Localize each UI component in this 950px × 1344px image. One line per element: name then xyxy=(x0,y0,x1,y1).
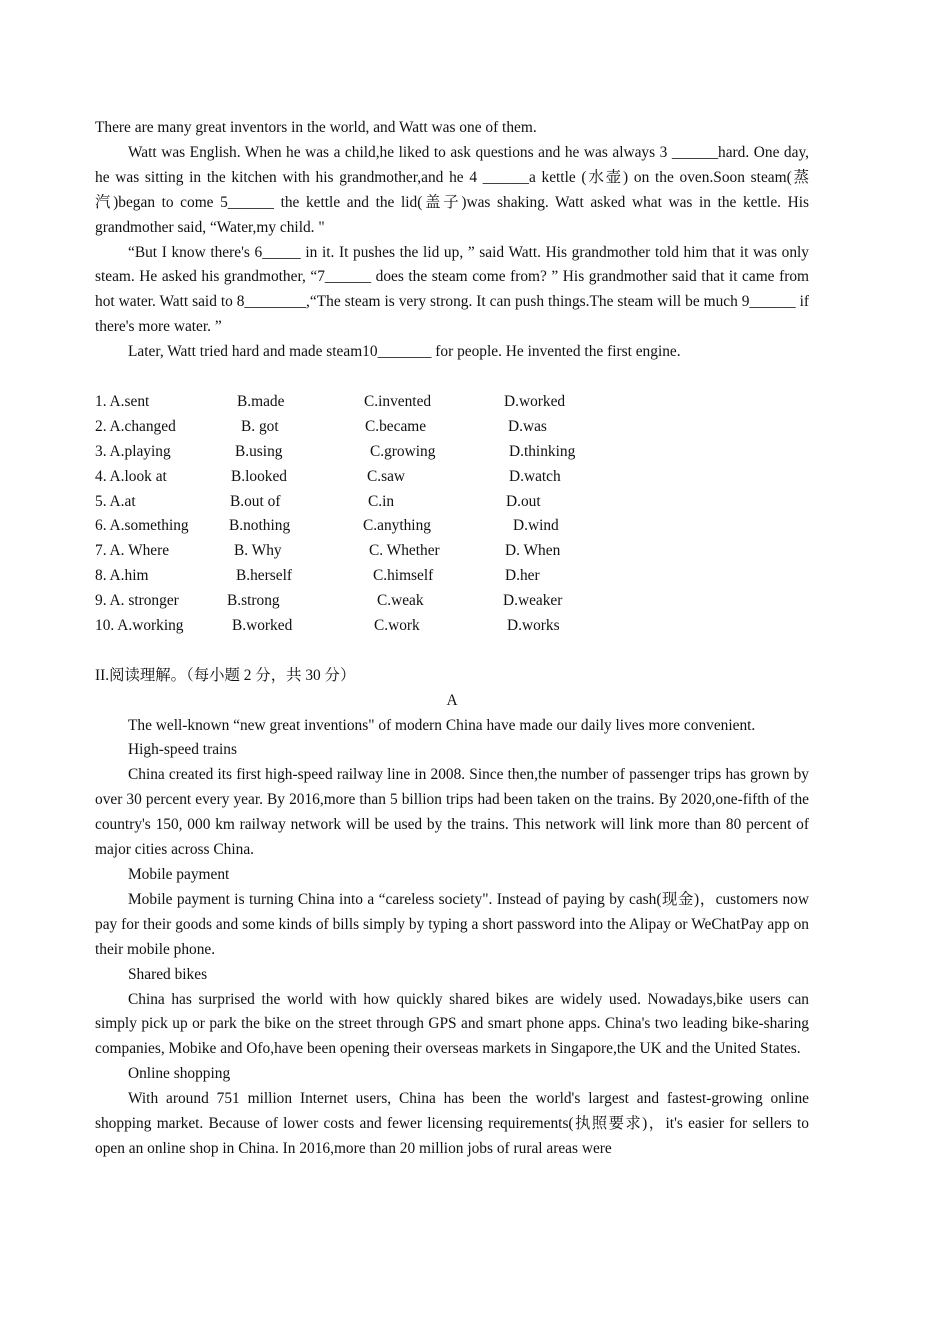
option-d: D.out xyxy=(506,492,541,510)
option-d: D.works xyxy=(507,616,560,634)
option-a: 3. A.playing xyxy=(95,442,171,460)
option-b: B. got xyxy=(241,417,279,435)
option-a: 10. A.working xyxy=(95,616,184,634)
option-d: D.her xyxy=(505,567,540,585)
option-a: 4. A.look at xyxy=(95,467,167,485)
option-c: C.growing xyxy=(370,442,436,460)
option-c: C.anything xyxy=(363,517,431,535)
option-b: B.out of xyxy=(230,492,281,510)
option-d: D.was xyxy=(508,417,547,435)
reading-intro: The well-known “new great inventions" of modern China have made our daily lives more convenient. xyxy=(128,716,756,734)
option-c: C.work xyxy=(374,616,420,634)
section-heading-trains: High-speed trains xyxy=(128,741,237,759)
option-row-6 xyxy=(95,514,809,539)
option-row-2 xyxy=(95,415,809,440)
cloze-paragraph-1: Watt was English. When he was a child,he liked to ask questions and he was always 3 ______hard. One day, he was sitting in the kitchen with his grandmother,and he 4 ______a kettle (水壶) on the oven.Soon steam(蒸汽)began to come 5______ the kettle and the lid(盖子)was shaking. Watt asked what was in the kettle. His grandmother said, “Water,my child. " xyxy=(95,143,809,236)
option-d: D.wind xyxy=(513,517,559,535)
option-b: B.looked xyxy=(231,467,288,485)
section-heading-shopping: Online shopping xyxy=(128,1065,231,1083)
option-row-10 xyxy=(95,614,809,639)
option-row-9 xyxy=(95,589,809,614)
option-c: C.saw xyxy=(367,467,406,485)
option-b: B. Why xyxy=(234,542,282,560)
option-a: 5. A.at xyxy=(95,492,136,510)
option-b: B.strong xyxy=(227,592,280,610)
option-a: 6. A.something xyxy=(95,517,189,535)
option-row-7 xyxy=(95,539,809,564)
option-d: D.thinking xyxy=(509,442,576,460)
section-text-bikes: China has surprised the world with how quickly shared bikes are widely used. Nowadays,bike users can simply pick up or park the bike on the street through GPS and smart phone apps. China's two leading bike-sharing companies, Mobike and Ofo,have been opening their overseas markets in Singapore,the UK and the United States. xyxy=(95,990,809,1058)
passage-label: A xyxy=(446,691,458,709)
option-b: B.nothing xyxy=(229,517,291,535)
option-b: B.herself xyxy=(236,567,292,585)
option-b: B.worked xyxy=(232,616,293,634)
option-c: C.weak xyxy=(377,592,424,610)
option-d: D. When xyxy=(505,542,561,560)
option-c: C.became xyxy=(365,417,427,435)
option-row-5 xyxy=(95,490,809,515)
option-a: 8. A.him xyxy=(95,567,149,585)
option-row-1 xyxy=(95,390,809,415)
option-row-4 xyxy=(95,465,809,490)
option-a: 9. A. stronger xyxy=(95,592,179,610)
cloze-intro: There are many great inventors in the world, and Watt was one of them. xyxy=(95,119,537,136)
option-a: 2. A.changed xyxy=(95,417,176,435)
section-heading-payment: Mobile payment xyxy=(128,866,230,883)
section-text-payment: Mobile payment is turning China into a “careless society". Instead of paying by cash(现金)，customers now pay for their goods and some kinds of bills simply by typing a short password into the Alipay or WeChatPay app on their mobile phone. xyxy=(95,890,809,958)
option-c: C.invented xyxy=(364,392,432,410)
section-text-trains: China created its first high-speed railway line in 2008. Since then,the number of passenger trips has grown by over 30 percent every year. By 2016,more than 5 billion trips had been taken on the trains. By 2020,one-fifth of the country's 150, 000 km railway network will be used by the trains. This network will link more than 80 percent of major cities across China. xyxy=(95,766,809,859)
option-b: B.using xyxy=(235,442,283,460)
cloze-paragraph-3: Later, Watt tried hard and made steam10_______ for people. He invented the first engine. xyxy=(128,343,681,361)
option-c: C.in xyxy=(368,492,395,510)
option-a: 1. A.sent xyxy=(95,392,150,410)
option-d: D.weaker xyxy=(503,592,563,610)
section-text-shopping: With around 751 million Internet users, China has been the world's largest and fastest-growing online shopping market. Because of lower costs and fewer licensing requirements(执照要求)，it's easier for sellers to open an online shop in China. In 2016,more than 20 million jobs of rural areas were xyxy=(95,1090,809,1157)
reading-section-title: II.阅读理解。（每小题 2 分，共 30 分） xyxy=(95,666,356,684)
option-row-8 xyxy=(95,564,809,589)
document-page xyxy=(95,116,809,1162)
option-c: C. Whether xyxy=(369,542,440,560)
option-b: B.made xyxy=(237,392,285,410)
section-heading-bikes: Shared bikes xyxy=(128,965,208,983)
option-c: C.himself xyxy=(373,567,434,585)
cloze-paragraph-2: “But I know there's 6_____ in it. It pushes the lid up, ” said Watt. His grandmother told him that it was only steam. He asked his grandmother, “7______ does the steam come from? ” His grandmother said that it came from hot water. Watt said to 8________,“The steam is very strong. It can push things.The steam will be much 9______ if there's more water. ” xyxy=(95,243,809,336)
spacer xyxy=(95,639,809,664)
option-row-3 xyxy=(95,440,809,465)
option-a: 7. A. Where xyxy=(95,542,170,560)
spacer xyxy=(95,365,809,390)
cloze-options-list xyxy=(95,390,809,639)
option-d: D.watch xyxy=(509,467,561,485)
option-d: D.worked xyxy=(504,392,566,410)
